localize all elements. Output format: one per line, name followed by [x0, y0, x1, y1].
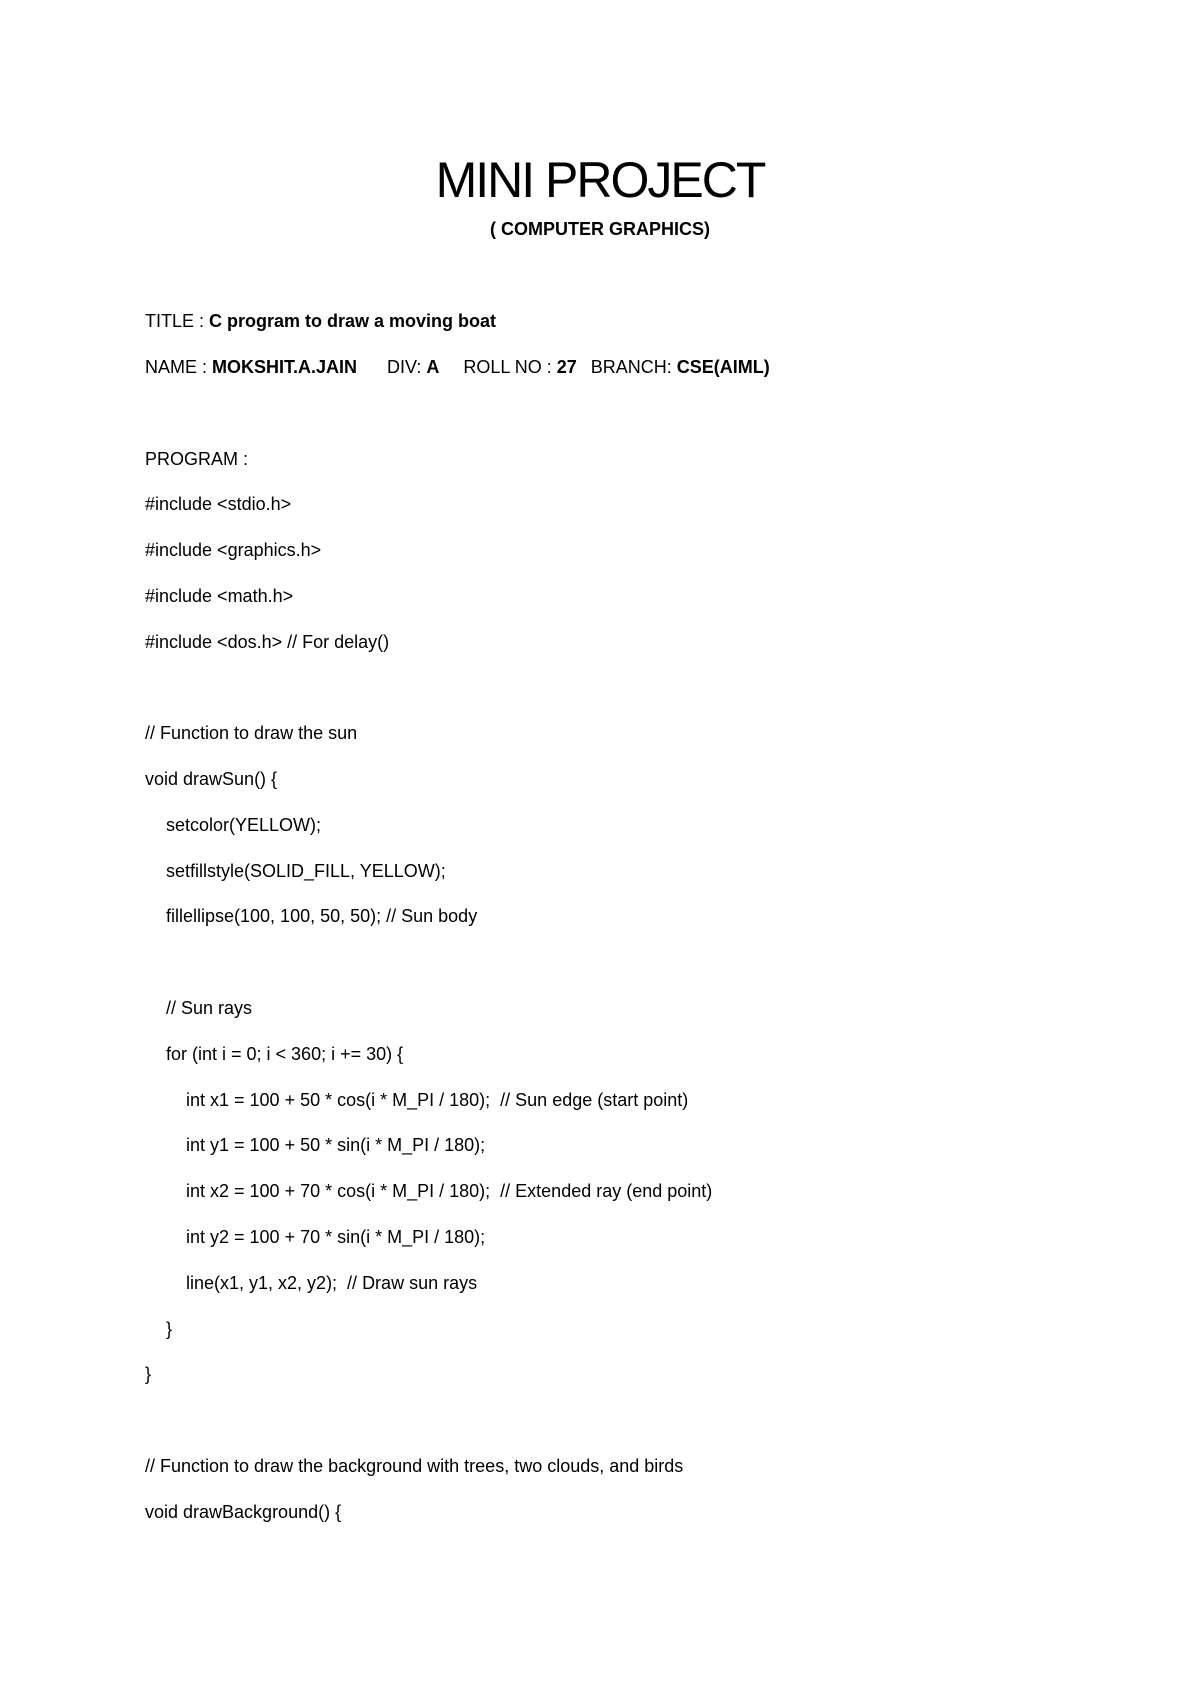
code-line: #include <dos.h> // For delay() [145, 632, 390, 652]
title-line [145, 309, 496, 333]
code-line: fillellipse(100, 100, 50, 50); // Sun body [166, 906, 478, 926]
code-line: void drawBackground() { [145, 1502, 342, 1522]
roll-label: ROLL NO : [463, 357, 557, 377]
name-label: NAME : [145, 357, 213, 377]
code-line: int y1 = 100 + 50 * sin(i * M_PI / 180); [186, 1135, 486, 1155]
code-line: int x1 = 100 + 50 * cos(i * M_PI / 180); // Sun edge (start point) [186, 1090, 689, 1110]
code-line: void drawSun() { [145, 769, 278, 789]
code-line: int x2 = 100 + 70 * cos(i * M_PI / 180); // Extended ray (end point) [186, 1181, 713, 1201]
div-label: DIV: [387, 357, 427, 377]
program-heading: PROGRAM : [145, 449, 249, 469]
code-line: #include <stdio.h> [145, 494, 292, 514]
name-value: MOKSHIT.A.JAIN [212, 357, 358, 377]
code-line: setfillstyle(SOLID_FILL, YELLOW); [166, 861, 446, 881]
code-line: } [145, 1364, 152, 1384]
div-value: A [426, 357, 440, 377]
page-title: MINI PROJECT [435, 152, 765, 208]
code-line: int y2 = 100 + 70 * sin(i * M_PI / 180); [186, 1227, 486, 1247]
title-label: TITLE : [145, 311, 210, 331]
branch-value: CSE(AIML) [676, 357, 770, 377]
code-line: // Sun rays [166, 998, 253, 1018]
code-line: // Function to draw the background with trees, two clouds, and birds [145, 1456, 684, 1476]
code-line: #include <math.h> [145, 586, 294, 606]
code-line: setcolor(YELLOW); [166, 815, 322, 835]
code-line: // Function to draw the sun [145, 723, 358, 743]
code-line: for (int i = 0; i < 360; i += 30) { [166, 1044, 404, 1064]
branch-label: BRANCH: [590, 357, 677, 377]
code-line: } [166, 1319, 173, 1339]
roll-value: 27 [556, 357, 577, 377]
title-value: C program to draw a moving boat [209, 311, 497, 331]
page-subtitle: ( COMPUTER GRAPHICS) [490, 219, 710, 239]
code-line: line(x1, y1, x2, y2); // Draw sun rays [186, 1273, 478, 1293]
code-line: #include <graphics.h> [145, 540, 322, 560]
student-info-line [145, 355, 770, 379]
